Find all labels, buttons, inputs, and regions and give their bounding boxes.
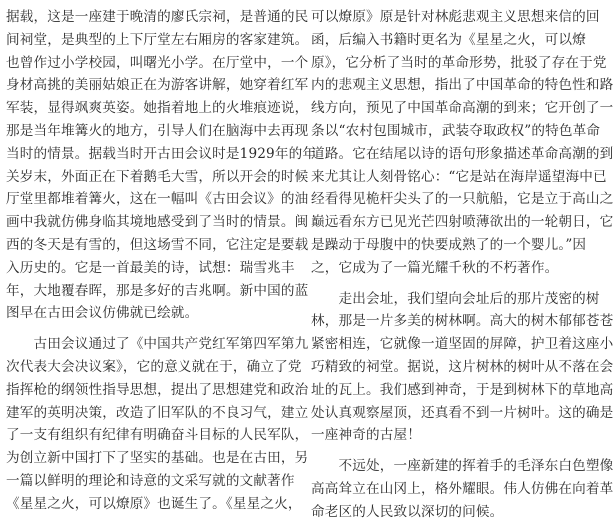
text-line: 函，后编入书籍时更名为《星星之火，可以燎 [311, 31, 586, 48]
text-line: 图早在古田会议仿佛就已绘就。 [6, 305, 199, 322]
text-line: 当时的情景。据载当时开古田会议时是1929年的年 [6, 145, 317, 162]
text-line: 林，那是一片多美的树林啊。高大的树木郁郁苍苍 [311, 313, 613, 330]
text-line: 那是当年堆篝火的地方，引导人们在脑海中去再现 [6, 122, 309, 139]
text-line: 次代表大会决议案》，它的意义就在于，确立了党 [6, 358, 302, 375]
text-line: 关岁末，外面正在下着鹅毛大雪，所以开会的时候 [6, 168, 309, 185]
text-line: 是躁动于母腹中的快要成熟了的一个婴儿。”因 [311, 236, 587, 253]
text-line: 可以燎原》原是针对林彪悲观主义思想来信的回 [311, 9, 600, 25]
text-line: 不远处，一座新建的挥着手的毛泽东白色塑像 [311, 458, 613, 475]
text-line: 线方向，预见了中国革命高潮的到来；它开创了一 [311, 100, 613, 117]
text-line: 据载，这是一座建于晚清的廖氏宗祠，是普通的民 [6, 9, 309, 25]
text-line: 古田会议通过了《中国共产党红军第四军第九 [6, 336, 309, 353]
text-line: 建军的英明决策，改造了旧军队的不良习气，建立 [6, 404, 309, 421]
paragraph-gap [311, 447, 597, 455]
text-line: 之，它成为了一篇光耀千秋的不朽著作。 [311, 259, 559, 276]
text-line: 年，大地覆春晖，那是多好的吉兆啊。新中国的蓝 [6, 282, 309, 299]
paragraph-gap [6, 325, 292, 333]
text-line: 巅远看东方已见光芒四射喷薄欲出的一轮朝日，它 [311, 214, 613, 231]
text-line: 指挥枪的纲领性指导思想，提出了思想建党和政治 [6, 381, 309, 398]
right-paragraph-1 [311, 6, 613, 280]
right-paragraph-2 [311, 288, 613, 448]
text-line: 一篇以鲜明的理论和诗意的文采写就的文献著作 [6, 472, 295, 489]
text-line: 处认真观察屋顶，还真看不到一片树叶。这的确是 [311, 404, 613, 421]
text-line: 来尤其让人刻骨铭心：“它是站在海岸遥望海中已 [311, 168, 607, 185]
text-line: 巧精致的祠堂。据说，这片树林的树叶从不落在会 [311, 358, 613, 375]
text-line: 内的悲观主义思想，指出了中国革命的特色性和路 [311, 77, 613, 94]
text-line: 条以“农村包围城市，武装夺取政权”的特色革命 [311, 122, 601, 139]
text-line: 军装，显得飒爽英姿。她指着地上的火堆痕迹说， [6, 100, 309, 117]
text-line: 为创立新中国打下了坚实的基础。也是在古田，另 [6, 450, 309, 467]
text-line: 道路。它在结尾以诗的语句形象描述革命高潮的到 [311, 145, 613, 162]
text-line: 间祠堂，是典型的上下厅堂左右厢房的客家建筑。 [6, 31, 309, 48]
right-paragraph-3 [311, 455, 613, 523]
text-line: 原》，它分析了当时的革命形势，批驳了存在于党 [311, 54, 607, 71]
left-paragraph-1 [6, 6, 317, 325]
text-line: 也曾作过小学校园，叫曙光小学。在厅堂中，一个 [6, 54, 309, 71]
text-line: 了一支有组织有纪律有明确奋斗目标的人民军队， [6, 427, 309, 444]
text-line: 身材高挑的美丽姑娘正在为游客讲解，她穿着红军 [6, 77, 309, 94]
right-column [311, 6, 613, 524]
text-line: 紧密相连，它就像一道坚固的屏障，护卫着这座小 [311, 336, 613, 353]
text-line: 《星星之火，可以燎原》也诞生了。《星星之火， [6, 495, 302, 512]
text-line: 址的瓦上。我们感到神奇，于是到树林下的草地高 [311, 381, 613, 398]
text-line: 命老区的人民致以深切的问候。 [311, 503, 504, 520]
text-line: 画中我就仿佛身临其境地感受到了当时的情景。闽 [6, 214, 309, 231]
text-line: 经看得见桅杆尖头了的一只航船，它是立于高山之 [311, 191, 613, 208]
left-column [6, 6, 317, 516]
text-line: 入历史的。它是一首最美的诗，试想：瑞雪兆丰 [6, 259, 295, 276]
text-line: 厅堂里都堆着篝火，这在一幅叫《古田会议》的油 [6, 191, 309, 208]
text-line: 西的冬天是有雪的，但这场雪不同，它注定是要载 [6, 236, 309, 253]
text-line: 一座神奇的古屋！ [311, 427, 421, 444]
paragraph-gap [311, 280, 597, 288]
text-line: 高高耸立在山冈上，格外耀眼。伟人仿佛在向着革 [311, 480, 613, 497]
text-line: 走出会址，我们望向会址后的那片茂密的树 [311, 290, 600, 307]
left-paragraph-2 [6, 333, 309, 515]
